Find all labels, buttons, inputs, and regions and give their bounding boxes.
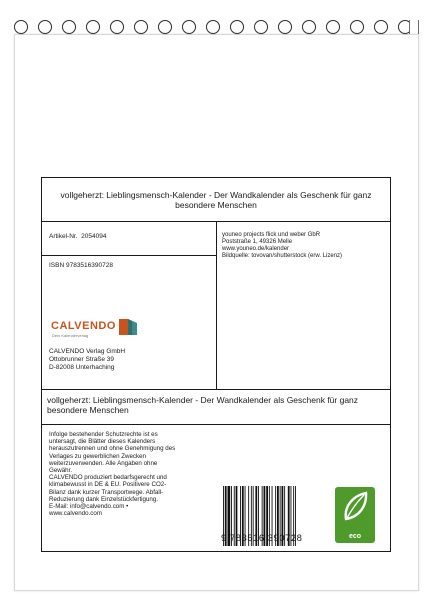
publisher-column [42, 222, 217, 389]
legal-line: CALVENDO produziert bedarfsgerecht und [49, 474, 167, 482]
binding-ring [110, 20, 124, 34]
rights-column [217, 222, 390, 389]
legal-line: Reduzierung dank Einzelstückfertigung. [49, 495, 159, 503]
article-label: Artikel-Nr. [49, 233, 78, 240]
publisher-address [49, 348, 125, 372]
binding-ring [14, 20, 28, 34]
rights-line: Bildquelle: tovovan/shutterstock (erw. Lizenz) [222, 253, 343, 259]
binding-ring [302, 20, 316, 34]
info-card [41, 177, 391, 552]
binding-ring [134, 20, 148, 34]
eco-badge [335, 487, 375, 543]
binding-ring [158, 20, 172, 34]
isbn: ISBN 9783516390728 [49, 262, 113, 269]
binding-ring [206, 20, 220, 34]
publisher-street: Ottobrunner Straße 39 [49, 356, 115, 363]
legal-line: weiterzuverwenden. Alle Angaben ohne [49, 459, 158, 467]
rights-line: youneo projects flick und weber GbR [222, 232, 321, 238]
article-value: 2054094 [81, 233, 107, 240]
legal-line: Infolge bestehender Schutzrechte ist es [49, 431, 158, 438]
calendar-title: vollgeherzt: Lieblingsmensch-Kalender - Der Wandkalender als Geschenk für ganz besondere Menschen [42, 178, 390, 222]
binding-ring [350, 20, 364, 34]
legal-line: herauszutrennen und ohne Genehmigung des [49, 445, 176, 453]
legal-line: klimabewusst in DE & EU. Positivere CO2- [49, 481, 167, 489]
calvendo-logo [51, 318, 141, 340]
legal-line: Gewähr. [49, 467, 73, 475]
legal-text [49, 431, 209, 517]
legal-line: Bilanz dank kurzer Transportwege. Abfall- [49, 488, 164, 496]
binding-ring [86, 20, 100, 34]
binding-ring [62, 20, 76, 34]
rights-line: www.youneo.de/kalender [222, 246, 290, 252]
legal-line: www.calvendo.com [49, 510, 102, 518]
binding-ring [278, 20, 292, 34]
binding-ring [182, 20, 196, 34]
publisher-city: D-82008 Unterhaching [49, 364, 115, 371]
eco-label: eco [348, 533, 362, 540]
article-number [49, 233, 106, 240]
leaf-icon [335, 487, 375, 527]
binding-ring [254, 20, 268, 34]
binding-ring [38, 20, 52, 34]
divider [42, 389, 390, 390]
calendar-subtitle: vollgeherzt: Lieblingsmensch-Kalender - Der Wandkalender als Geschenk für ganz besondere Menschen [47, 395, 359, 415]
calvendo-mark-icon [119, 318, 137, 336]
legal-line: Verlages zu gewerblichen Zwecken [49, 452, 146, 460]
binding-ring [374, 20, 388, 34]
publisher-name: CALVENDO Verlag GmbH [49, 348, 126, 355]
divider [42, 424, 390, 425]
logo-text: CALVENDO [51, 320, 116, 332]
legal-line: untersagt, die Blätter dieses Kalenders [49, 438, 156, 446]
binding-ring [326, 20, 340, 34]
divider [42, 255, 216, 256]
binding-ring [230, 20, 244, 34]
rights-line: Poststraße 1, 49326 Melle [222, 239, 293, 245]
rights-text [222, 232, 342, 260]
legal-line: E-Mail: info@calvendo.com • [49, 503, 129, 511]
logo-subtitle: Dein Kalenderverlag [52, 333, 89, 338]
barcode-digits: 9 783516 390728 [221, 533, 303, 544]
